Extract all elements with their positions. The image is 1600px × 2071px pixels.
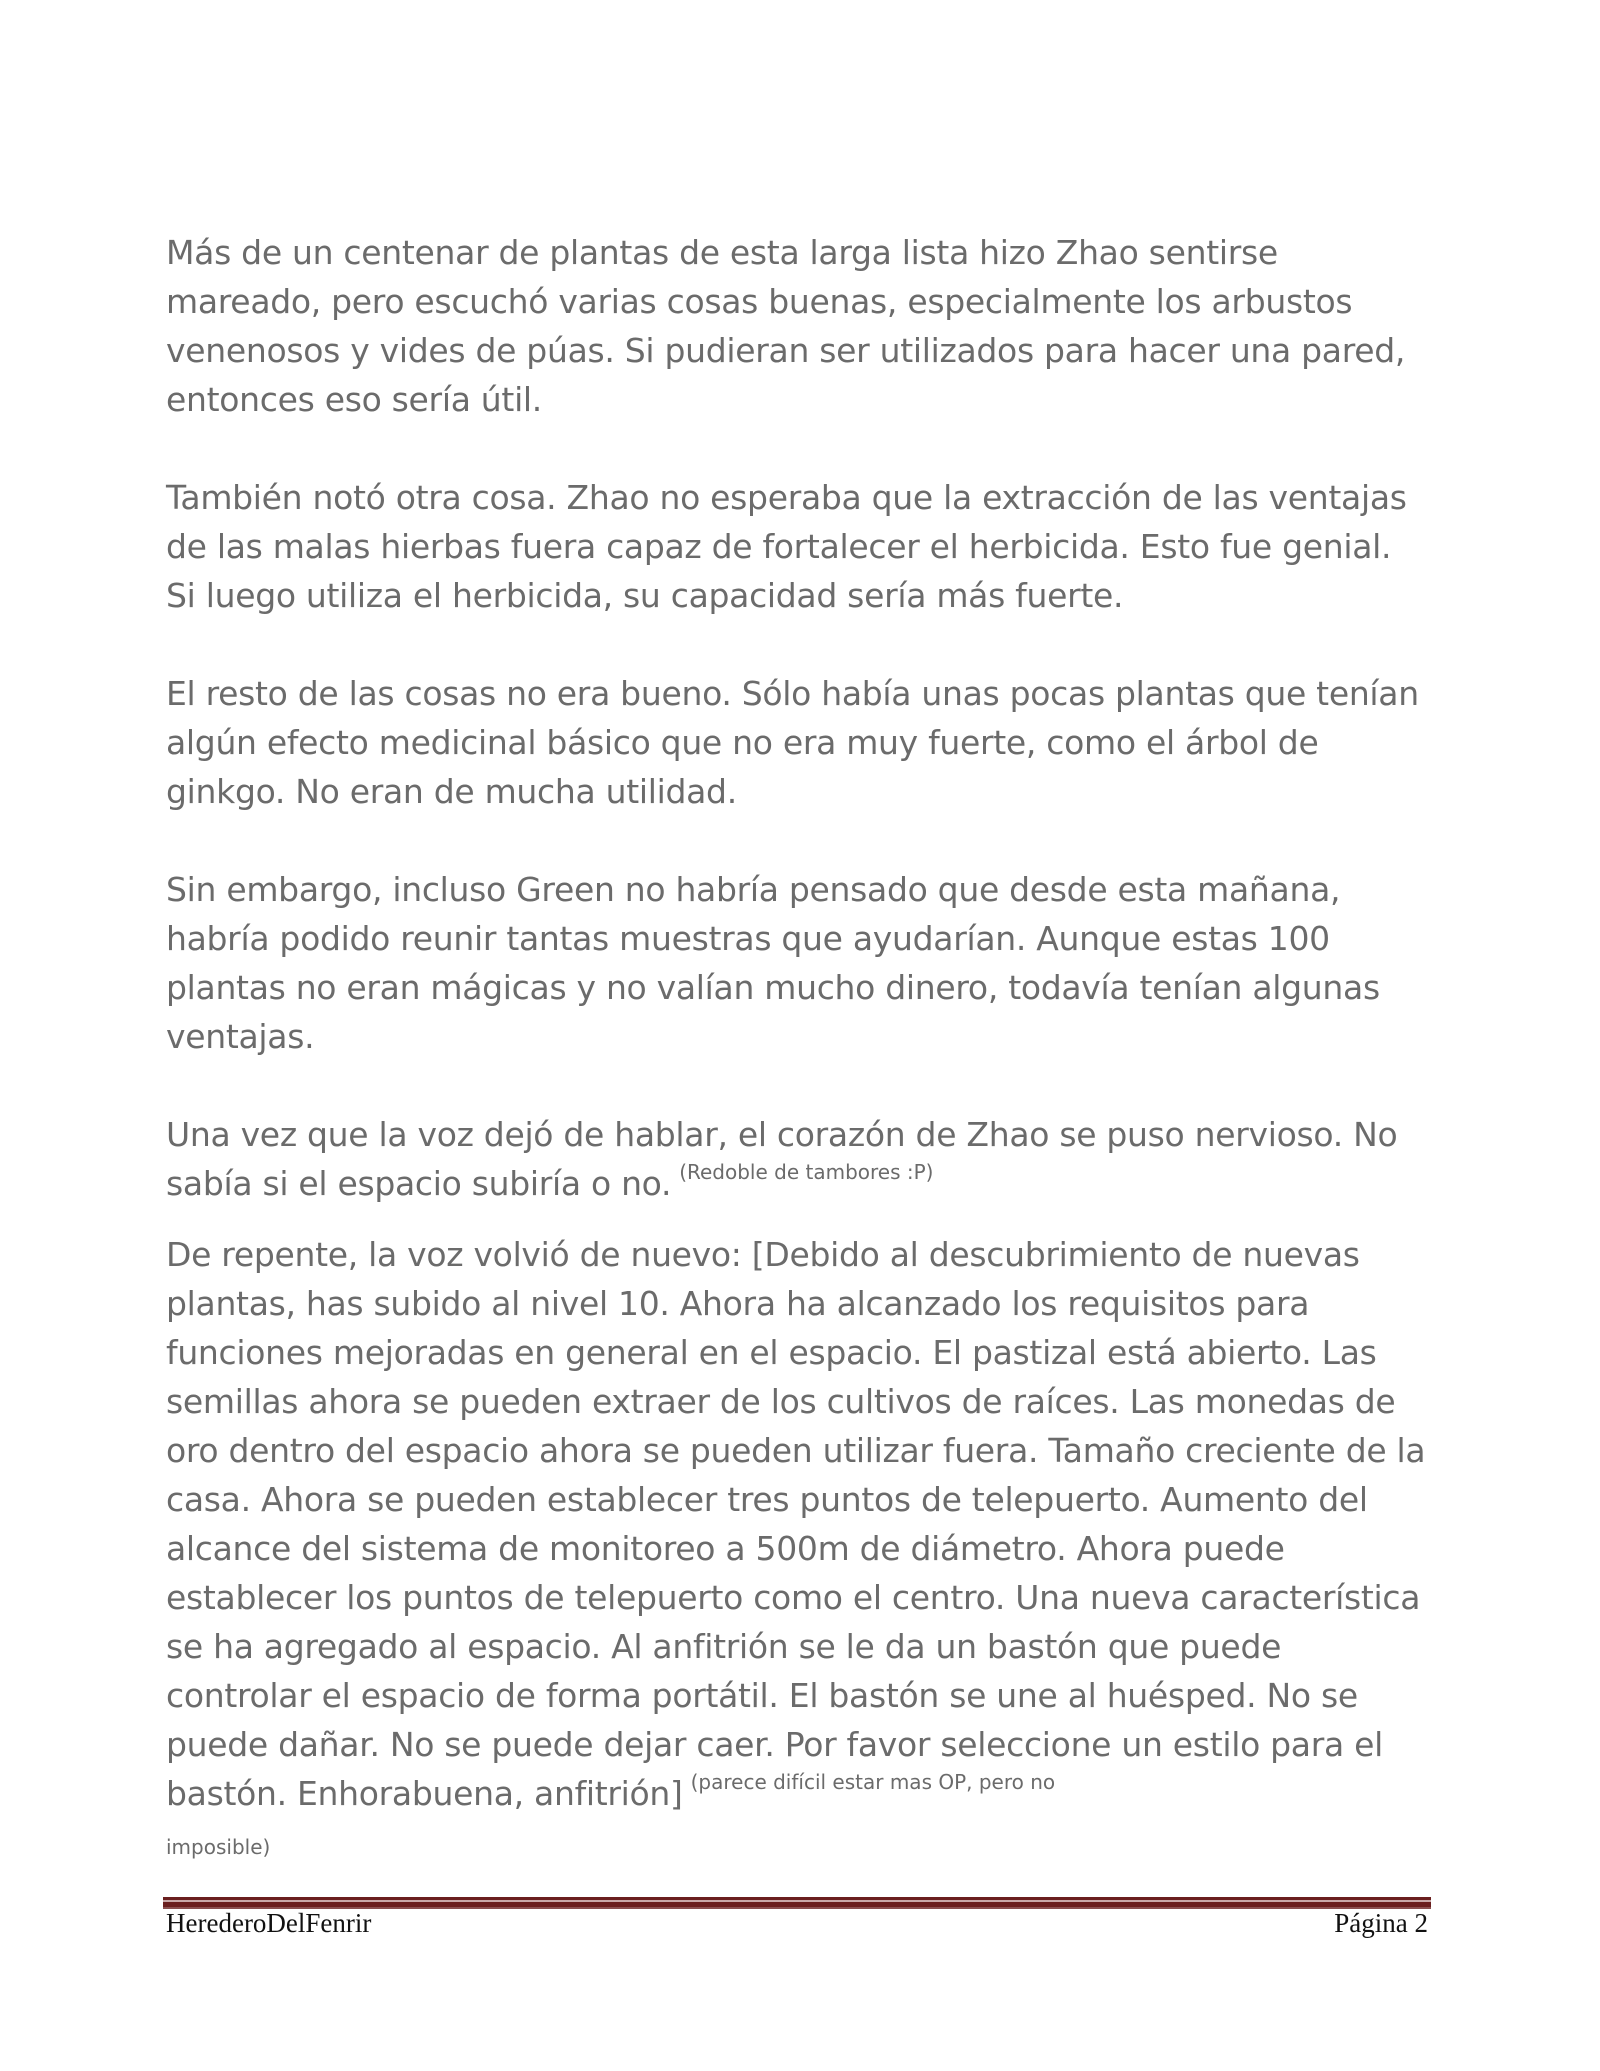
paragraph-5-text: Una vez que la voz dejó de hablar, el corazón de Zhao se puso nervioso. No sabía si el espacio subiría o no. (166, 1115, 1398, 1203)
paragraph-6-text: De repente, la voz volvió de nuevo: [Debido al descubrimiento de nuevas plantas, has subido al nivel 10. Ahora ha alcanzado los requisitos para funciones mejoradas en general en el espacio. El pastizal está abierto. Las semillas ahora se pueden extraer de los cultivos de raíces. Las monedas de oro dentro del espacio ahora se pueden utilizar fuera. Tamaño creciente de la casa. Ahora se pueden establecer tres puntos de telepuerto. Aumento del alcance del sistema de monitoreo a 500m de diámetro. Ahora puede establecer los puntos de telepuerto como el centro. Una nueva característica se ha agregado al espacio. Al anfitrión se le da un bastón que puede controlar el espacio de forma portátil. El bastón se une al huésped. No se puede dañar. No se puede dejar caer. Por favor seleccione un estilo para el bastón. Enhorabuena, anfitrión] (166, 1235, 1426, 1813)
paragraph-3: El resto de las cosas no era bueno. Sólo había unas pocas plantas que tenían algún efecto medicinal básico que no era muy fuerte, como el árbol de ginkgo. No eran de mucha utilidad. (166, 674, 1419, 811)
paragraph-4: Sin embargo, incluso Green no habría pensado que desde esta mañana, habría podido reunir tantas muestras que ayudarían. Aunque estas 100 plantas no eran mágicas y no valían mucho dinero, todavía tenían algunas ventajas. (166, 870, 1380, 1056)
paragraph-1: Más de un centenar de plantas de esta larga lista hizo Zhao sentirse mareado, pero escuchó varias cosas buenas, especialmente los arbustos venenosos y vides de púas. Si pudieran ser utilizados para hacer una pared, entonces eso sería útil. (166, 233, 1406, 419)
paragraph-5 (166, 1110, 1430, 1208)
paragraph-6 (166, 1230, 1430, 1867)
paragraph-2: También notó otra cosa. Zhao no esperaba que la extracción de las ventajas de las malas hierbas fuera capaz de fortalecer el herbicida. Esto fue genial. Si luego utiliza el herbicida, su capacidad sería más fuerte. (166, 478, 1407, 615)
document-body (166, 228, 1430, 1916)
page-number: Página 2 (1334, 1908, 1428, 1938)
op-note-end: imposible) (166, 1835, 271, 1859)
drumroll-note: (Redoble de tambores :P) (679, 1160, 934, 1184)
footer-author: HerederoDelFenrir (166, 1908, 372, 1938)
op-note: (parece difícil estar mas OP, pero no (690, 1770, 1056, 1794)
page-footer (166, 1908, 1428, 1939)
